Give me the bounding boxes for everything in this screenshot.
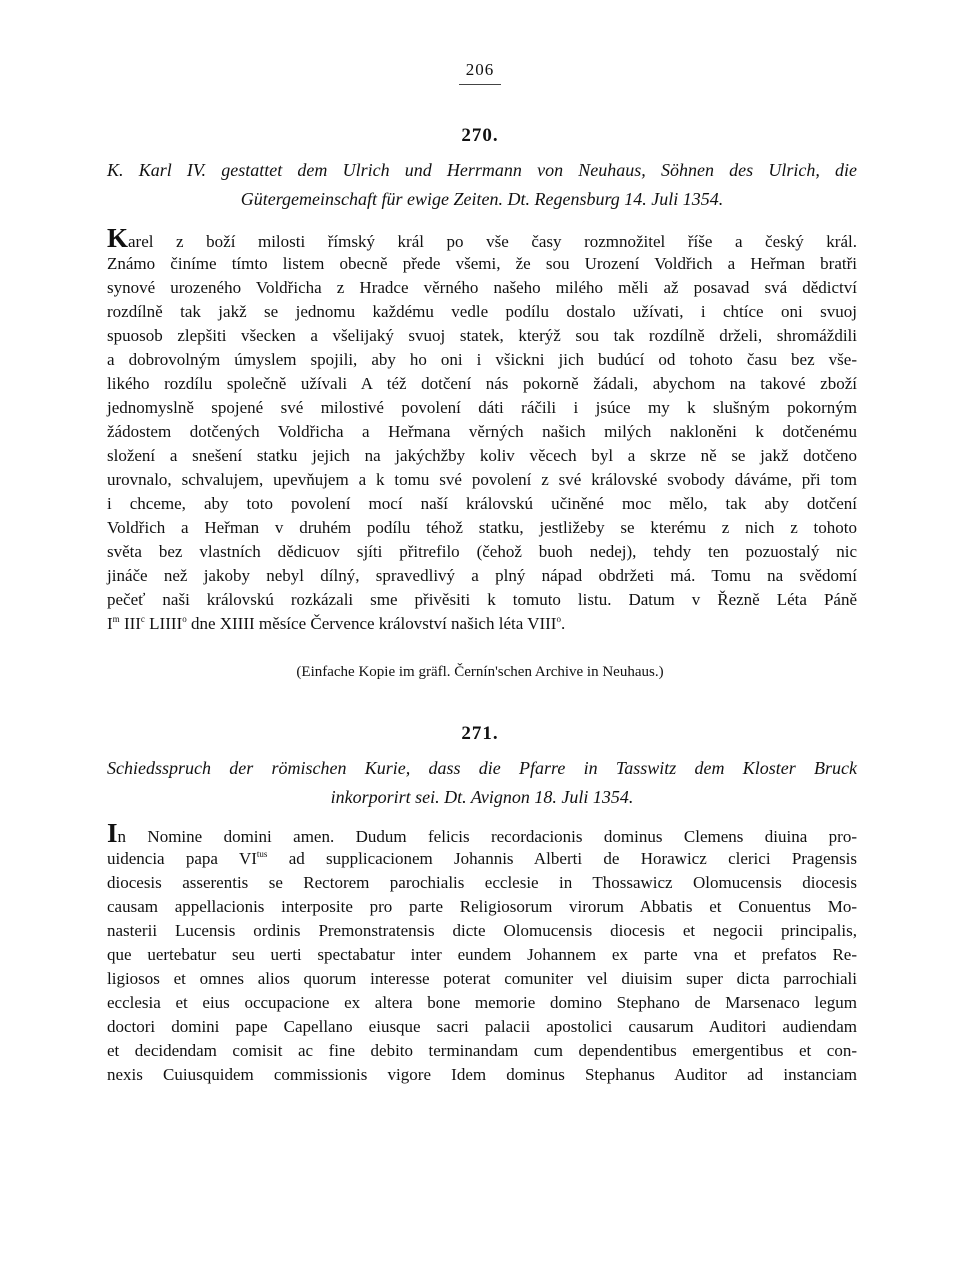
body-line: diocesis asserentis se Rectorem parochialis ecclesie in Thossawicz Olomucensis diocesis xyxy=(107,873,857,892)
body-line: Voldřich a Heřman v druhém podílu téhož statku, jestližeby se kterému z nich z tohoto xyxy=(107,518,857,537)
body-line: urovnalo, schvalujem, upevňujem a k tomu své povolení z své královské svobody dáváme, při tom xyxy=(107,470,857,489)
document-body-270 xyxy=(107,223,857,636)
page-number: 206 xyxy=(465,60,495,79)
initial-letter: I xyxy=(107,818,118,848)
body-line: rozdílně tak jakž se jednomu každému vedle podílu dostalo užívati, i chtíce oni svuoj xyxy=(107,302,857,321)
document-number-271: 271. xyxy=(461,723,499,744)
body-text: uidencia papa VI xyxy=(107,849,257,868)
body-line: i chceme, aby toto povolení mocí naší královskú učiněné moc mělo, tak aby dotčení xyxy=(107,494,857,513)
heading-line: Schiedsspruch der römischen Kurie, dass die Pfarre in Tasswitz dem Kloster Bruck xyxy=(107,758,857,778)
superscript: o xyxy=(182,614,187,624)
body-text: ad supplicacionem Johannis Alberti de Horawicz clerici Pragensis xyxy=(267,849,857,868)
superscript: m xyxy=(112,614,120,624)
body-line: nexis Cuiusquidem commissionis vigore Idem dominus Stephanus Auditor ad instanciam xyxy=(107,1065,857,1084)
body-line: jináče než jakoby nebyl dílný, spravedlivý a plný nápad obdržeti má. Tomu na svědomí xyxy=(107,566,857,585)
superscript: c xyxy=(140,614,145,624)
body-line: doctori domini pape Capellano eiusque sacri palacii apostolici causarum Auditori audiendam xyxy=(107,1017,857,1036)
body-line: spuosob zlepšiti všecken a všelijaký svuoj statek, kterýž sou tak rozdílně drželi, shromáždili xyxy=(107,326,857,345)
body-line: que uertebatur seu uerti spectabatur inter eundem Johannem ex parte vna et prefatos Re- xyxy=(107,945,857,964)
body-line-final xyxy=(107,612,857,636)
date-text: I xyxy=(107,614,113,633)
date-text: LIIII xyxy=(144,614,183,633)
body-line: synové urozeného Voldřicha z Hradce věrného našeho milého měli až posavad svá dědictví xyxy=(107,278,857,297)
source-note-270: (Einfache Kopie im gräfl. Černín'schen Archive in Neuhaus.) xyxy=(296,664,664,680)
superscript: o xyxy=(556,614,561,624)
body-line: causam appellacionis interposite pro parte Religiosorum virorum Abbatis et Conuentus Mo- xyxy=(107,897,857,916)
body-line: likého rozdílu společně užívali A též dotčení nás pokorně žádali, abychom na takové zboží xyxy=(107,374,857,393)
body-line: a dobrovolným úmyslem spojili, aby ho oni i všickni jich budúcí od tohoto času bez vše- xyxy=(107,350,857,369)
body-line xyxy=(107,223,857,253)
body-line: et decidendam comisit ac fine debito terminandam cum dependentibus emergentibus et con- xyxy=(107,1041,857,1060)
body-line: Známo činíme tímto listem obecně přede všemi, že sou Urození Voldřich a Heřman bratři xyxy=(107,254,857,273)
body-line: nasterii Lucensis ordinis Premonstratensis dicte Olomucensis diocesis et negocii principalis, xyxy=(107,921,857,940)
document-number-270: 270. xyxy=(461,125,499,146)
body-text: n Nomine domini amen. Dudum felicis recordacionis dominus Clemens diuina pro- xyxy=(117,827,857,846)
date-text: dne XIIII měsíce Července království našich léta VIII xyxy=(186,614,557,633)
body-line: žádostem dotčených Voldřicha a Heřmana věrných našich milých nakloněni k dotčenému xyxy=(107,422,857,441)
date-text: III xyxy=(119,614,141,633)
document-heading-271 xyxy=(107,754,857,812)
superscript: tus xyxy=(256,849,268,859)
body-line: složení a snešení statku jejich na jakýchžby koliv věcech byl a skrze ně se jakž dotčeno xyxy=(107,446,857,465)
heading-line: K. Karl IV. gestattet dem Ulrich und Herrmann von Neuhaus, Söhnen des Ulrich, die xyxy=(107,160,857,180)
body-line: ligiosos et omnes alios quorum interesse poterat comuniter vel diuisim super dicta parrochiali xyxy=(107,969,857,988)
document-body-271 xyxy=(107,818,857,1087)
heading-line: Gütergemeinschaft für ewige Zeiten. Dt. Regensburg 14. Juli 1354. xyxy=(240,189,724,209)
body-line: ecclesia et eius occupacione ex altera bone memorie domino Stephano de Marsenaco legum xyxy=(107,993,857,1012)
body-line xyxy=(107,847,857,871)
date-text: . xyxy=(560,614,566,633)
page-number-rule xyxy=(459,84,501,85)
body-line: pečeť naši královskú rozkázali sme přivěsiti k tomuto listu. Datum v Řezně Léta Páně xyxy=(107,590,857,609)
body-text: arel z boží milosti římský král po vše časy rozmnožitel říše a český král. xyxy=(128,232,857,251)
body-line: jednomyslně spojené své milostivé povolení dáti ráčili i jsúce my k slušným pokorným xyxy=(107,398,857,417)
body-line xyxy=(107,818,857,848)
document-heading-270 xyxy=(107,156,857,214)
heading-line: inkorporirt sei. Dt. Avignon 18. Juli 1354. xyxy=(330,787,634,807)
body-line: světa bez vlastních dědicuov sjíti přitrefilo (čehož buoh nedej), tehdy ten pozuostalý nic xyxy=(107,542,857,561)
initial-letter: K xyxy=(107,223,129,253)
